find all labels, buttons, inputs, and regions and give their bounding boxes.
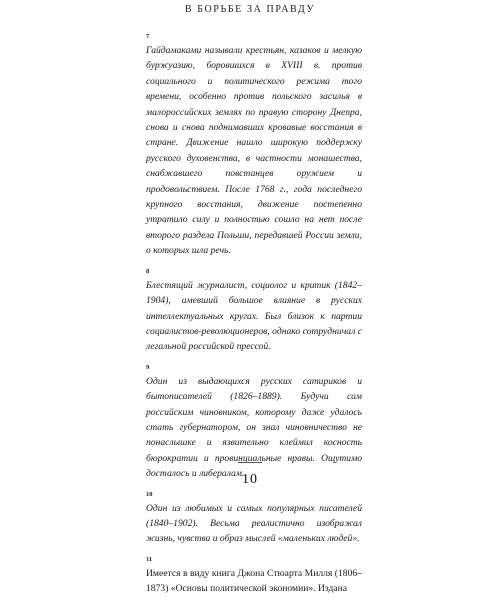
endnote-text: Один из любимых и самых популярных писателей (1840–1902). Весьма реалистично изображал жизнь, чувства и образ мыслей «маленьких людей». xyxy=(146,502,362,545)
footer-rule xyxy=(238,462,262,463)
page-number: 10 xyxy=(242,472,258,487)
endnote-number: 11 xyxy=(146,555,153,563)
endnote-text: Гайдамаками называли крестьян, казаков и мелкую буржуазию, боровшихся в XVIII в. против социального и политического режима того времени, особенно против польского засилья в малороссийских землях по правую сторону Днепра, снова и снова поднимавших кровавые восстания в стране. Движение нашло широкую поддержку русского духовенства, в частности монашества, снабжавшего повстанцев оружием и продовольствием. После 1768 г., года последнего крупного восстания, движение постепенно утратило силу и полностью сошло на нет после второго раздела Польши, передавшей России земли, о которых шла речь. xyxy=(146,45,362,257)
endnote-10 xyxy=(146,490,362,547)
endnote-number: 7 xyxy=(146,33,150,40)
endnote-11 xyxy=(146,555,362,597)
endnote-number: 8 xyxy=(146,267,150,275)
running-head: В БОРЬБЕ ЗА ПРАВДУ xyxy=(184,4,316,15)
endnotes-block xyxy=(146,32,362,605)
endnote-number: 9 xyxy=(146,363,150,371)
endnote-text: Блестящий журналист, социолог и критик (1842–1904), имевший большое влияние в русских интеллектуальных кругах. Был близок к партии социалистов-революционеров, однако сотрудничал с легальной российской прессой. xyxy=(146,279,362,353)
endnote-9 xyxy=(146,363,362,482)
endnote-number: 10 xyxy=(146,490,153,498)
endnote-text: Один из выдающихся русских сатириков и бытописателей (1826–1889). Будучи сам российским чиновником, которому даже удалось стать губернатором, он знал чиновничество не понаслышке и язвительно клеймил косность бюрократии и провинциальные нравы. Ощутимо досталось и либералам. xyxy=(146,375,362,480)
endnote-text: Имеется в виду книга Джона Стюарта Милля (1806–1873) «Основы политической экономии». Издана xyxy=(146,567,362,595)
endnote-7 xyxy=(146,32,362,259)
endnote-8 xyxy=(146,267,362,355)
